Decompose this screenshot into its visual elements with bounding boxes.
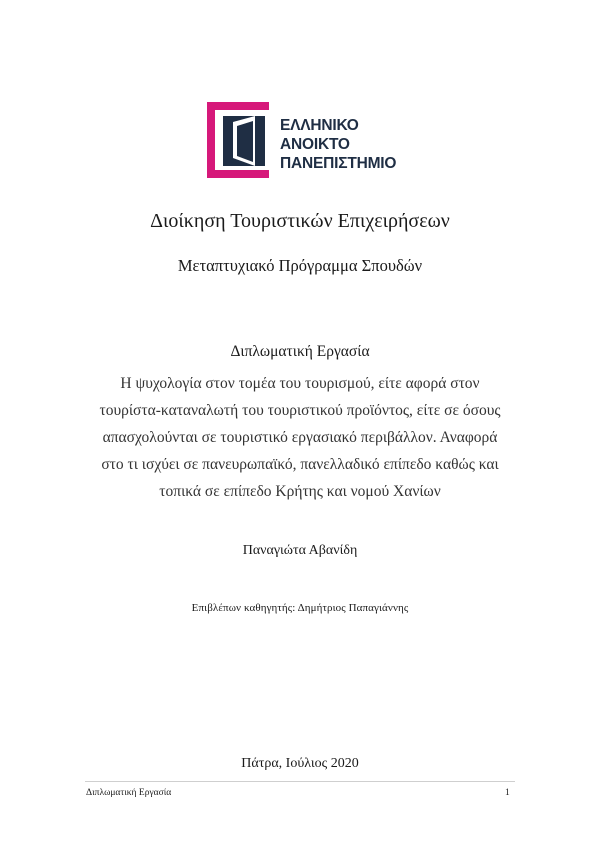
program-title: Διοίκηση Τουριστικών Επιχειρήσεων: [150, 210, 450, 232]
place-date: Πάτρα, Ιούλιος 2020: [241, 756, 359, 771]
thesis-title-line: τουρίστα-καταναλωτή του τουριστικού προϊόντος, είτε σε όσους: [99, 402, 501, 419]
thesis-title-line: απασχολούνται σε τουριστικό εργασιακό περιβάλλον. Αναφορά: [102, 429, 498, 446]
footer-divider: [85, 781, 515, 782]
footer-label: Διπλωματική Εργασία: [86, 788, 172, 798]
program-subtitle: Μεταπτυχιακό Πρόγραμμα Σπουδών: [177, 256, 423, 275]
thesis-title-line: στο τι ισχύει σε πανευρωπαϊκό, πανελλαδικό επίπεδο καθώς και: [101, 456, 499, 473]
logo-line-3: ΠΑΝΕΠΙΣΤΗΜΙΟ: [280, 155, 397, 172]
thesis-title: [75, 370, 525, 505]
page-number: 1: [505, 788, 510, 798]
thesis-title-line: τοπικά σε επίπεδο Κρήτης και νομού Χανίων: [159, 483, 441, 500]
university-logo: [207, 102, 407, 178]
author-name: Παναγιώτα Αβανίδη: [242, 543, 358, 558]
thesis-label: Διπλωματική Εργασία: [230, 343, 370, 360]
logo-line-1: ΕΛΛΗΝΙΚΟ: [280, 117, 359, 134]
logo-text: [280, 116, 396, 173]
eap-logo-icon: [207, 102, 279, 178]
logo-line-2: ΑΝΟΙΚΤΟ: [280, 136, 350, 153]
supervisor: Επιβλέπων καθηγητής: Δημήτριος Παπαγιάννης: [191, 602, 409, 614]
thesis-title-line: Η ψυχολογία στον τομέα του τουρισμού, είτε αφορά στον: [120, 375, 480, 392]
